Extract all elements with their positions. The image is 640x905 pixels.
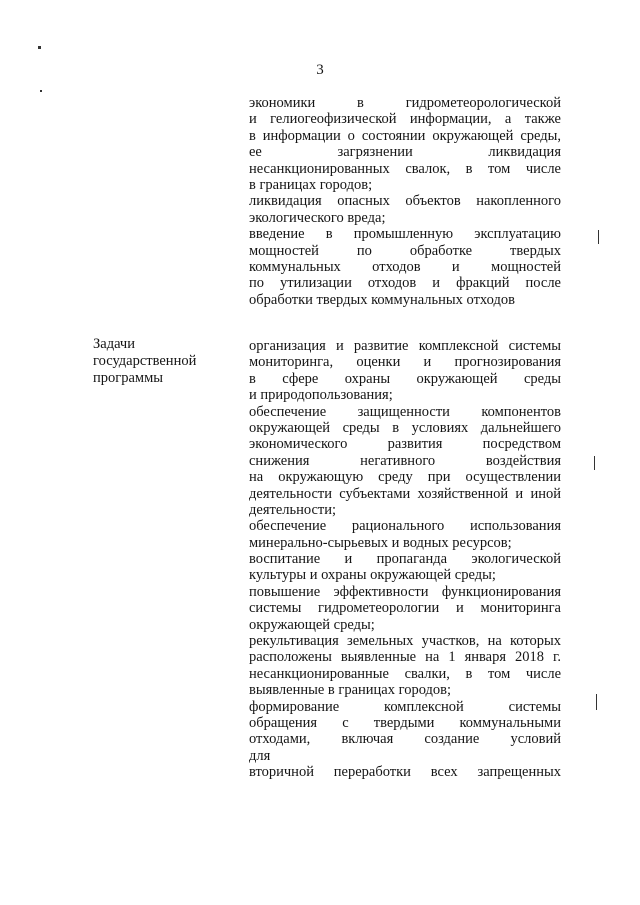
text-line: по утилизации отходов и фракций после bbox=[249, 275, 561, 292]
text-line: снижения негативного воздействия bbox=[249, 452, 561, 469]
text-line: несанкционированных свалок, в том числе bbox=[249, 160, 561, 177]
text-line: экологического вреда; bbox=[249, 209, 386, 226]
text-line: ее загрязнении ликвидация bbox=[249, 144, 561, 161]
text-line: деятельности субъектами хозяйственной и иной bbox=[249, 485, 561, 502]
scan-mark bbox=[598, 230, 599, 244]
tasks-label bbox=[93, 336, 243, 387]
text-line: введение в промышленную эксплуатацию bbox=[249, 226, 561, 243]
text-line: окружающей среды; bbox=[249, 616, 375, 633]
text-line: обращения с твердыми коммунальными bbox=[249, 714, 561, 731]
text-line: рекультивация земельных участков, на которых bbox=[249, 633, 561, 650]
text-line: экономики в гидрометеорологической bbox=[249, 95, 561, 111]
text-line: несанкционированные свалки, в том числе bbox=[249, 665, 561, 682]
tasks-text bbox=[249, 338, 561, 781]
text-line: коммунальных отходов и мощностей bbox=[249, 258, 561, 275]
scan-mark bbox=[38, 46, 41, 49]
text-line: экономического развития посредством bbox=[249, 436, 561, 453]
text-line: отходами, включая создание условий bbox=[249, 731, 561, 748]
text-line: и гелиогеофизической информации, а также bbox=[249, 111, 561, 128]
text-line: минерально-сырьевых и водных ресурсов; bbox=[249, 534, 512, 551]
text-line: в границах городов; bbox=[249, 176, 373, 193]
text-line: и природопользования; bbox=[249, 387, 393, 404]
text-line: в информации о состоянии окружающей среды, bbox=[249, 127, 561, 144]
scan-mark bbox=[40, 90, 42, 92]
text-line: повышение эффективности функционирования bbox=[249, 583, 561, 600]
text-line: культуры и охраны окружающей среды; bbox=[249, 567, 496, 584]
text-line: воспитание и пропаганда экологической bbox=[249, 551, 561, 568]
text-line: мощностей по обработке твердых bbox=[249, 242, 561, 259]
text-line: обработки твердых коммунальных отходов bbox=[249, 291, 515, 308]
text-line: обеспечение защищенности компонентов bbox=[249, 403, 561, 420]
text-line: организация и развитие комплексной системы bbox=[249, 338, 561, 354]
tasks-label-line: программы bbox=[93, 370, 163, 386]
text-line: мониторинга, оценки и прогнозирования bbox=[249, 354, 561, 371]
text-line: обеспечение рационального использования bbox=[249, 518, 561, 535]
text-line: вторичной переработки всех запрещенных bbox=[249, 764, 561, 781]
text-line: системы гидрометеорологии и мониторинга bbox=[249, 600, 561, 617]
text-line: на окружающую среду при осуществлении bbox=[249, 469, 561, 486]
text-line: формирование комплексной системы bbox=[249, 698, 561, 715]
tasks-label-line: государственной bbox=[93, 353, 197, 369]
text-line: ликвидация опасных объектов накопленного bbox=[249, 193, 561, 210]
goals-continuation-text bbox=[249, 95, 561, 308]
text-line: в сфере охраны окружающей среды bbox=[249, 370, 561, 387]
tasks-label-line: Задачи bbox=[93, 336, 135, 352]
page-number: 3 bbox=[316, 62, 324, 78]
text-line: для bbox=[249, 747, 271, 764]
text-line: деятельности; bbox=[249, 501, 337, 518]
text-line: выявленные в границах городов; bbox=[249, 682, 452, 699]
scan-mark bbox=[596, 694, 597, 710]
scan-mark bbox=[594, 456, 595, 470]
text-line: расположены выявленные на 1 января 2018 г. bbox=[249, 649, 561, 666]
text-line: окружающей среды в условиях дальнейшего bbox=[249, 419, 561, 436]
